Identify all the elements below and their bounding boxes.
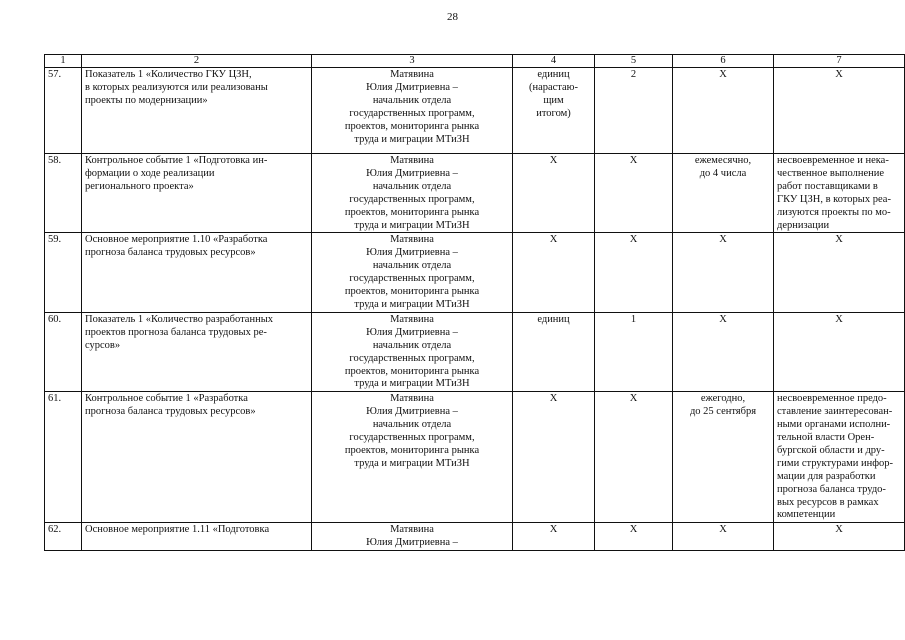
deadline: Х <box>673 312 774 391</box>
responsible-person: Матявина Юлия Дмитриевна – <box>312 523 513 551</box>
row-number: 58. <box>45 154 82 233</box>
table-row <box>45 233 905 312</box>
plan-table <box>44 54 905 551</box>
item-name: Контрольное событие 1 «Разработка прогноза баланса трудовых ресурсов» <box>82 392 312 523</box>
value: Х <box>595 523 673 551</box>
unit: Х <box>513 154 595 233</box>
value: Х <box>595 233 673 312</box>
page-number: 28 <box>447 11 458 23</box>
risk: Х <box>774 523 905 551</box>
column-header-2: 2 <box>82 55 312 68</box>
responsible-person: Матявина Юлия Дмитриевна – начальник отдела государственных программ, проектов, мониторинга рынка труда и миграции МТиЗН <box>312 392 513 523</box>
item-name: Контрольное событие 1 «Подготовка ин- формации о ходе реализации регионального проекта» <box>82 154 312 233</box>
unit: единиц (нарастаю- щим итогом) <box>513 68 595 154</box>
deadline: ежегодно, до 25 сентября <box>673 392 774 523</box>
unit: Х <box>513 523 595 551</box>
value: Х <box>595 154 673 233</box>
column-header-3: 3 <box>312 55 513 68</box>
value: Х <box>595 392 673 523</box>
unit: Х <box>513 233 595 312</box>
column-header-4: 4 <box>513 55 595 68</box>
row-number: 62. <box>45 523 82 551</box>
deadline: ежемесячно, до 4 числа <box>673 154 774 233</box>
responsible-person: Матявина Юлия Дмитриевна – начальник отдела государственных программ, проектов, мониторинга рынка труда и миграции МТиЗН <box>312 68 513 154</box>
responsible-person: Матявина Юлия Дмитриевна – начальник отдела государственных программ, проектов, мониторинга рынка труда и миграции МТиЗН <box>312 233 513 312</box>
item-name: Основное мероприятие 1.11 «Подготовка <box>82 523 312 551</box>
table-row <box>45 523 905 551</box>
value: 1 <box>595 312 673 391</box>
risk: Х <box>774 68 905 154</box>
column-header-1: 1 <box>45 55 82 68</box>
unit: Х <box>513 392 595 523</box>
header-row <box>45 55 905 68</box>
responsible-person: Матявина Юлия Дмитриевна – начальник отдела государственных программ, проектов, мониторинга рынка труда и миграции МТиЗН <box>312 154 513 233</box>
risk: несвоевременное предо- ставление заинтересован- ными органами исполни- тельной власти Орен- бургской области и дру- гими структурами инфор- мации для разработки прогноза баланса трудо- вых ресурсов в рамках компетенции <box>774 392 905 523</box>
table-row <box>45 312 905 391</box>
row-number: 59. <box>45 233 82 312</box>
item-name: Показатель 1 «Количество разработанных проектов прогноза баланса трудовых ре- сурсов» <box>82 312 312 391</box>
responsible-person: Матявина Юлия Дмитриевна – начальник отдела государственных программ, проектов, мониторинга рынка труда и миграции МТиЗН <box>312 312 513 391</box>
risk: Х <box>774 233 905 312</box>
deadline: Х <box>673 523 774 551</box>
unit: единиц <box>513 312 595 391</box>
item-name: Показатель 1 «Количество ГКУ ЦЗН, в которых реализуются или реализованы проекты по модернизации» <box>82 68 312 154</box>
row-number: 60. <box>45 312 82 391</box>
item-name: Основное мероприятие 1.10 «Разработка прогноза баланса трудовых ресурсов» <box>82 233 312 312</box>
value: 2 <box>595 68 673 154</box>
risk: несвоевременное и нека- чественное выполнение работ поставщиками в ГКУ ЦЗН, в которых реа- лизуются проекты по мо- дернизации <box>774 154 905 233</box>
deadline: Х <box>673 233 774 312</box>
table-row <box>45 154 905 233</box>
risk: Х <box>774 312 905 391</box>
row-number: 61. <box>45 392 82 523</box>
table-row <box>45 68 905 154</box>
deadline: Х <box>673 68 774 154</box>
column-header-6: 6 <box>673 55 774 68</box>
table-row <box>45 392 905 523</box>
column-header-5: 5 <box>595 55 673 68</box>
row-number: 57. <box>45 68 82 154</box>
column-header-7: 7 <box>774 55 905 68</box>
